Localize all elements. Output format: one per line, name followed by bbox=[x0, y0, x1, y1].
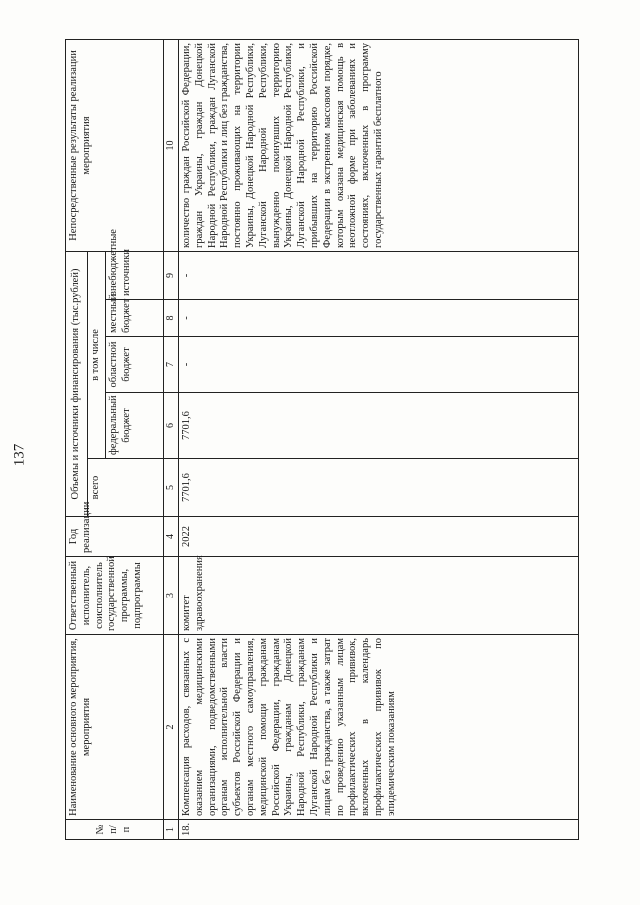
row-results: количество граждан Российской Федерации, граждан Украины, граждан Донецкой Народной Республики, граждан Луганской Народной Республики и лиц без гражданства, постоянно проживающих на территории Украины, Донецкой Народной Республики, Луганской Народной Республики, вынужденно покинувших территорию Украины, Донецкой Народной Республики, Луганской Народной Республики, и прибывших на территорию Российской Федерации в экстренном массовом порядке, которым оказана медицинская помощь в неотложной форме при заболеваниях и состояниях, включенных в программу государственных гарантий бесплатного bbox=[178, 39, 578, 251]
row-local: - bbox=[178, 300, 578, 337]
header-executor: Ответственный исполнитель, соисполнитель государственной программы, подпрограммы bbox=[66, 557, 164, 635]
column-number: 7 bbox=[163, 337, 178, 393]
header-local: местный бюджет bbox=[105, 300, 163, 337]
row-num: 18. bbox=[178, 820, 578, 840]
header-extra: внебюджетные источники bbox=[105, 251, 163, 299]
row-federal: 7701,6 bbox=[178, 393, 578, 459]
table-row bbox=[178, 39, 578, 839]
column-number: 1 bbox=[163, 820, 178, 840]
column-number: 4 bbox=[163, 517, 178, 557]
row-year: 2022 bbox=[178, 517, 578, 557]
header-results: Непосредственные результаты реализации мероприятия bbox=[66, 39, 164, 251]
column-number: 3 bbox=[163, 557, 178, 635]
header-num: № п/п bbox=[66, 820, 164, 840]
row-total: 7701,6 bbox=[178, 459, 578, 517]
row-regional: - bbox=[178, 337, 578, 393]
column-number: 5 bbox=[163, 459, 178, 517]
funding-table bbox=[65, 39, 579, 840]
row-executor: комитет здравоохранения bbox=[178, 557, 578, 635]
column-number: 2 bbox=[163, 635, 178, 820]
header-incl: в том числе bbox=[88, 251, 106, 458]
header-federal: федеральный бюджет bbox=[105, 393, 163, 459]
header-funding: Объемы и источники финансирования (тыс.рублей) bbox=[66, 251, 88, 516]
landscape-page bbox=[65, 30, 585, 840]
column-number: 6 bbox=[163, 393, 178, 459]
header-year: Год реализации bbox=[66, 517, 164, 557]
header-regional: областной бюджет bbox=[105, 337, 163, 393]
header-name: Наименование основного мероприятия, мероприятия bbox=[66, 635, 164, 820]
row-extra: - bbox=[178, 251, 578, 299]
column-number-row bbox=[163, 39, 178, 839]
row-name: Компенсация расходов, связанных с оказанием медицинскими организациями, подведомственными органам исполнительной власти субъектов Российской Федерации и органам местного самоуправления, медицинской помощи гражданам Российской Федерации, гражданам Украины, гражданам Донецкой Народной Республики, гражданам Луганской Народной Республики и лицам без гражданства, а также затрат по проведению указанным лицам профилактических прививок, включенных в календарь профилактических прививок по эпидемическим показаниям bbox=[178, 635, 578, 820]
column-number: 8 bbox=[163, 300, 178, 337]
header-total: всего bbox=[88, 459, 164, 517]
column-number: 10 bbox=[163, 39, 178, 251]
column-number: 9 bbox=[163, 251, 178, 299]
